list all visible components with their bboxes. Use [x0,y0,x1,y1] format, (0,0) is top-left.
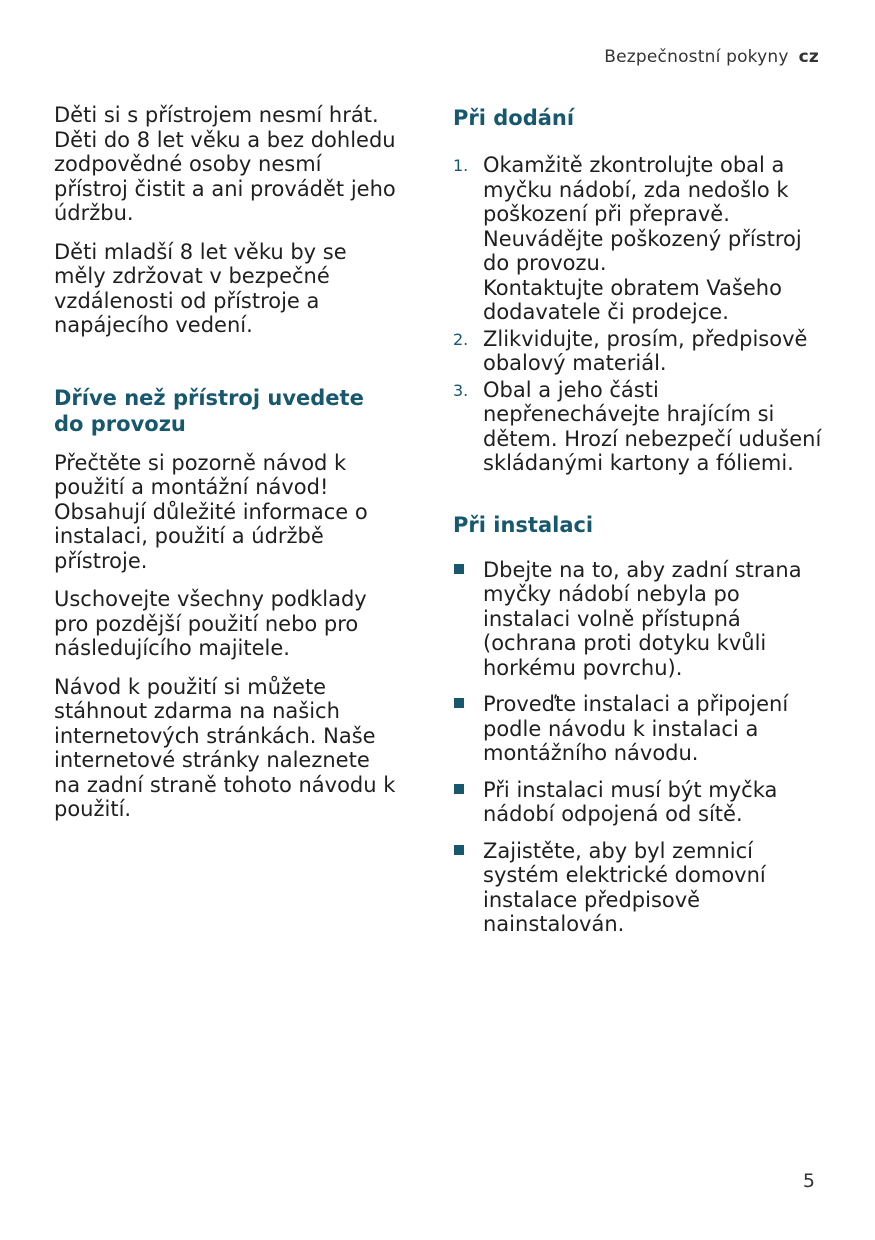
section-heading-delivery: Při dodání [453,106,575,130]
list-item-text: Okamžitě zkontrolujte obal a myčku nádobí, zda nedošlo k poškození při přepravě. Neuvádějte poškozený přístroj do provozu. [483,153,802,275]
list-item [453,327,833,376]
square-bullet-icon [454,845,464,855]
left-column [54,103,399,836]
list-item [453,778,833,827]
list-number: 1. [453,156,469,175]
square-bullet-icon [454,564,464,574]
list-item-text: Zlikvidujte, prosím, předpisově obalový materiál. [483,326,808,375]
list-item-text: Dbejte na to, aby zadní strana myčky nádobí nebyla po instalaci volně přístupná (ochrana proti dotyku kvůli horkému povrchu). [483,557,802,680]
paragraph-download-manual: Návod k použití si můžete stáhnout zdarma na našich internetových stránkách. Naše internetové stránky naleznete na zadní straně tohoto návodu k použití. [54,674,396,821]
list-item-text: Zajistěte, aby byl zemnicí systém elektrické domovní instalace předpisově nainstalován. [483,838,766,936]
paragraph-read-manual: Přečtěte si pozorně návod k použití a montážní návod! Obsahují důležité informace o instalaci, použití a údržbě přístroje. [54,450,368,573]
paragraph-keep-documents: Uschovejte všechny podklady pro pozdější použití nebo pro následujícího majitele. [54,587,367,660]
list-item [453,558,833,681]
list-item [453,378,833,476]
square-bullet-icon [454,698,464,708]
list-item [453,153,833,325]
page-header [604,47,819,67]
paragraph-children-play: Děti si s přístrojem nesmí hrát. Děti do 8 let věku a bez dohledu zodpovědné osoby nesmí přístroj čistit a ani provádět jeho údržbu. [54,103,396,225]
list-item-text: Obal a jeho části nepřenechávejte hrajícím si dětem. Hrozí nebezpečí udušení skládanými kartony a fóliemi. [483,377,822,475]
section-title: Bezpečnostní pokyny [604,47,789,67]
delivery-list [453,153,833,476]
list-number: 2. [453,329,469,349]
paragraph-children-distance: Děti mladší 8 let věku by se měly zdržovat v bezpečné vzdálenosti od přístroje a napájecího vedení. [54,239,347,337]
list-number: 3. [453,380,469,400]
square-bullet-icon [454,784,464,794]
page-number: 5 [802,1170,815,1192]
list-item-text-extra: Kontaktujte obratem Vašeho dodavatele či prodejce. [483,275,782,324]
section-heading-installation: Při instalaci [453,512,594,537]
language-code: cz [798,47,819,67]
list-item-text: Proveďte instalaci a připojení podle návodu k instalaci a montážního návodu. [483,692,789,765]
list-item [453,839,833,937]
list-item-text: Při instalaci musí být myčka nádobí odpojená od sítě. [483,777,778,826]
installation-list [453,558,833,937]
list-item [453,692,833,766]
section-heading-before-use: Dříve než přístroj uvedete do provozu [54,385,364,436]
right-column [453,103,833,949]
